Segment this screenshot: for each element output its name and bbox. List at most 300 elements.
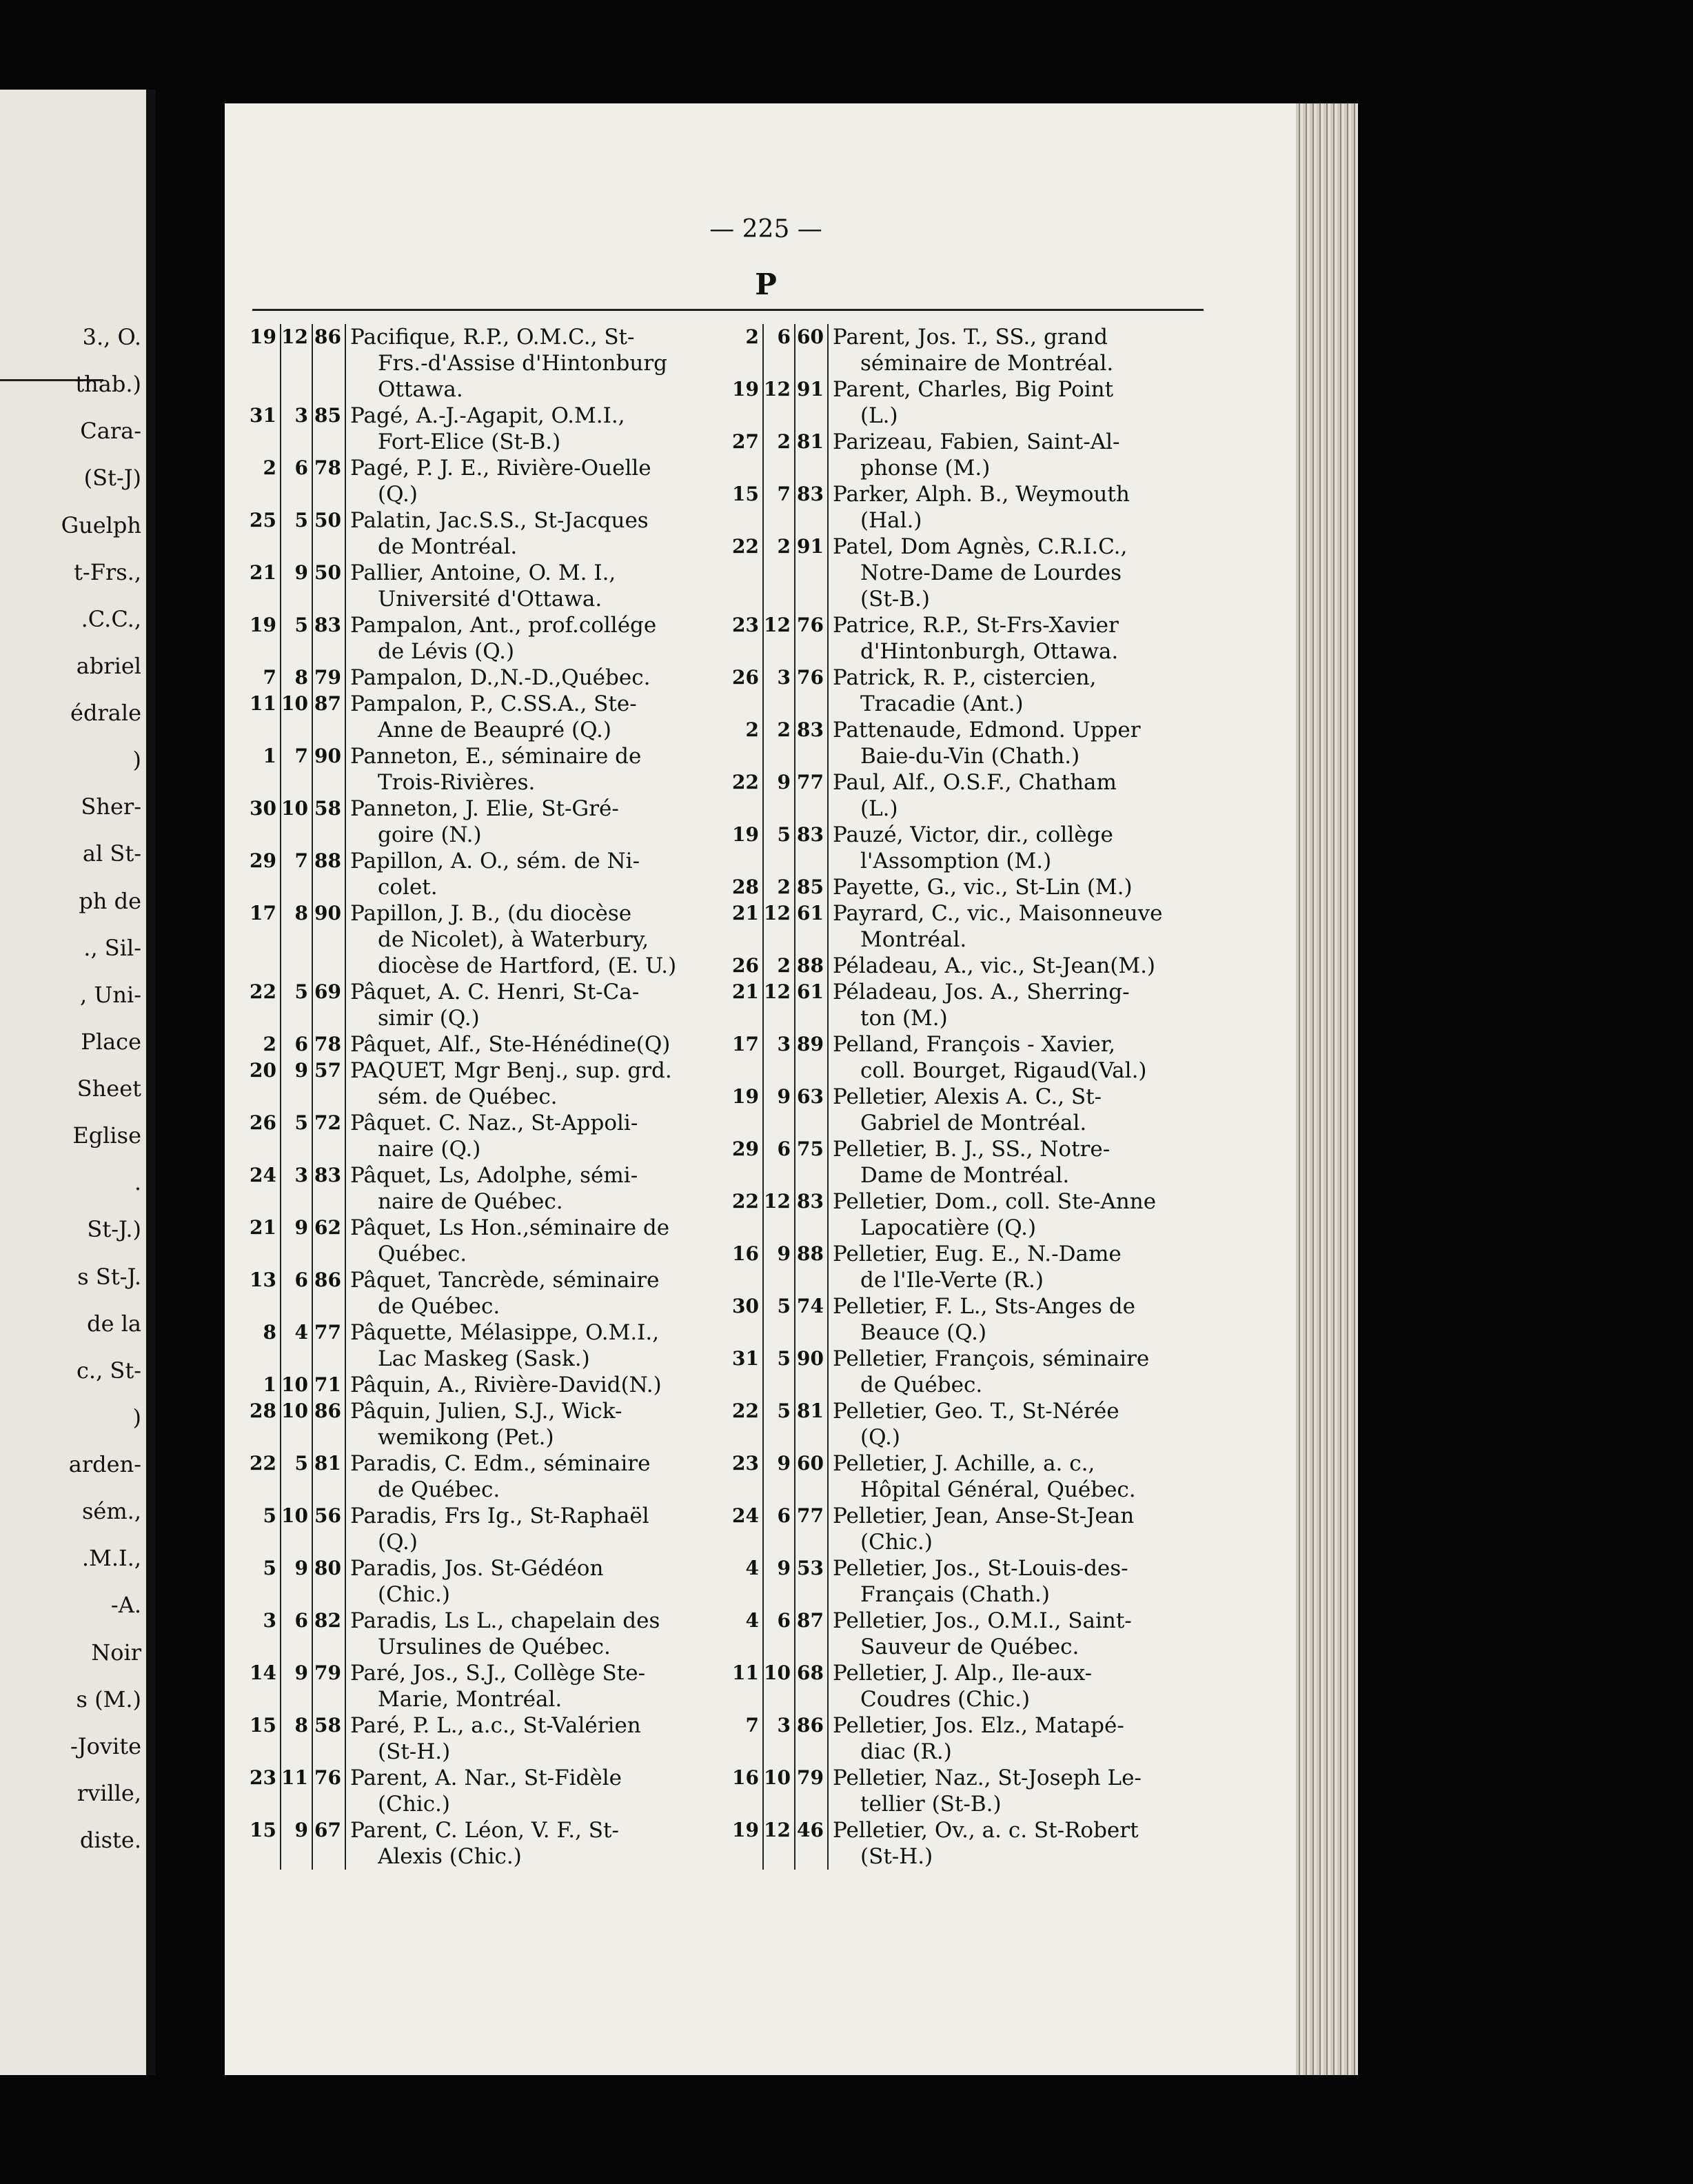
directory-entry xyxy=(245,1372,728,1398)
entry-number-year: 80 xyxy=(313,1555,346,1608)
previous-page-line: Cara- xyxy=(80,418,141,445)
entry-text xyxy=(829,1450,1210,1503)
directory-entry xyxy=(245,1058,728,1110)
entry-name-line: Pelletier, Jos., O.M.I., Saint- xyxy=(833,1608,1132,1633)
entry-continuation-line: Sauveur de Québec. xyxy=(860,1635,1079,1659)
entry-text xyxy=(346,1660,728,1712)
directory-entry xyxy=(728,900,1210,953)
entry-number-month: 10 xyxy=(281,1503,313,1555)
directory-entry xyxy=(728,612,1210,665)
entry-name-line: Paradis, Ls L., chapelain des xyxy=(350,1608,660,1633)
entry-number-month: 10 xyxy=(764,1660,795,1712)
entry-number-day: 7 xyxy=(728,1712,764,1765)
entry-number-year: 88 xyxy=(795,953,829,979)
entry-number-month: 5 xyxy=(281,979,313,1031)
entry-number-year: 83 xyxy=(313,1162,346,1215)
header-rule xyxy=(252,309,1204,311)
entry-continuation-line: de Lévis (Q.) xyxy=(378,639,515,664)
entry-number-year: 88 xyxy=(313,848,346,900)
entry-text xyxy=(829,1346,1210,1398)
entry-number-day: 11 xyxy=(245,691,281,743)
directory-entry xyxy=(245,612,728,665)
entry-number-month: 5 xyxy=(764,822,795,874)
entry-name-line: Parizeau, Fabien, Saint-Al- xyxy=(833,429,1120,454)
entry-continuation-line: phonse (M.) xyxy=(860,456,991,481)
entry-name-line: Pelletier, Naz., St-Joseph Le- xyxy=(833,1766,1142,1790)
entry-name-line: Pampalon, Ant., prof.collége xyxy=(350,613,657,638)
entry-continuation-line: de Québec. xyxy=(378,1294,500,1319)
entry-continuation-line: Québec. xyxy=(378,1242,467,1266)
entry-number-month: 9 xyxy=(764,1450,795,1503)
entry-continuation-line: tellier (St-B.) xyxy=(860,1792,1002,1817)
entry-number-year: 81 xyxy=(795,429,829,481)
previous-page-line: s St-J. xyxy=(77,1263,141,1290)
entry-number-year: 85 xyxy=(313,403,346,455)
previous-page-line: c., St- xyxy=(76,1357,141,1384)
entry-name-line: Pelletier, Jean, Anse-St-Jean xyxy=(833,1504,1135,1528)
entry-number-day: 17 xyxy=(728,1031,764,1084)
entry-number-day: 26 xyxy=(728,953,764,979)
entry-number-month: 2 xyxy=(764,953,795,979)
entry-number-year: 63 xyxy=(795,1084,829,1136)
entry-name-line: Pâquin, A., Rivière-David(N.) xyxy=(350,1373,662,1397)
directory-entry xyxy=(245,665,728,691)
entry-number-day: 1 xyxy=(245,1372,281,1398)
entry-number-month: 9 xyxy=(764,1241,795,1293)
previous-page-line: ) xyxy=(132,747,141,774)
entry-number-day: 23 xyxy=(728,612,764,665)
entry-number-month: 9 xyxy=(281,1058,313,1110)
entry-number-year: 77 xyxy=(313,1320,346,1372)
entry-text xyxy=(346,1372,728,1398)
entry-number-month: 8 xyxy=(281,1712,313,1765)
entry-number-month: 9 xyxy=(281,1660,313,1712)
entry-text xyxy=(346,507,728,560)
entry-number-day: 5 xyxy=(245,1503,281,1555)
entry-continuation-line: Ottawa. xyxy=(378,377,463,402)
directory-entry xyxy=(728,1346,1210,1398)
entry-number-day: 25 xyxy=(245,507,281,560)
directory-entry xyxy=(245,560,728,612)
entry-number-year: 56 xyxy=(313,1503,346,1555)
entry-number-day: 19 xyxy=(728,376,764,429)
entry-name-line: Parent, A. Nar., St-Fidèle xyxy=(350,1766,622,1790)
entry-number-month: 2 xyxy=(764,534,795,612)
entry-text xyxy=(346,691,728,743)
previous-page-line: (St-J) xyxy=(83,465,141,492)
entry-number-month: 9 xyxy=(281,1215,313,1267)
entry-continuation-line: de l'Ile-Verte (R.) xyxy=(860,1268,1044,1293)
entry-number-year: 79 xyxy=(795,1765,829,1817)
entry-number-month: 5 xyxy=(764,1293,795,1346)
entry-text xyxy=(346,1712,728,1765)
entry-number-month: 7 xyxy=(281,743,313,796)
entry-number-day: 19 xyxy=(728,1817,764,1870)
entry-number-month: 9 xyxy=(281,1817,313,1870)
entry-number-day: 22 xyxy=(728,769,764,822)
entry-name-line: Pelletier, Geo. T., St-Nérée xyxy=(833,1399,1119,1424)
entry-text xyxy=(829,1293,1210,1346)
entry-number-year: 53 xyxy=(795,1555,829,1608)
entry-name-line: Pelletier, Alexis A. C., St- xyxy=(833,1084,1102,1109)
entry-number-month: 5 xyxy=(281,507,313,560)
entry-text xyxy=(346,1503,728,1555)
directory-entry xyxy=(728,769,1210,822)
entry-continuation-line: Alexis (Chic.) xyxy=(378,1844,522,1869)
entry-number-month: 9 xyxy=(764,1555,795,1608)
entry-number-month: 7 xyxy=(764,481,795,534)
previous-page-line: diste. xyxy=(79,1827,141,1853)
entry-continuation-line: (Q.) xyxy=(860,1425,900,1450)
directory-entry xyxy=(728,717,1210,769)
directory-entry xyxy=(728,376,1210,429)
previous-page-line: al St- xyxy=(82,840,141,867)
entry-continuation-line: goire (N.) xyxy=(378,822,482,847)
entry-number-month: 2 xyxy=(764,717,795,769)
entry-number-year: 89 xyxy=(795,1031,829,1084)
entry-text xyxy=(829,717,1210,769)
entry-continuation-line: Ursulines de Québec. xyxy=(378,1635,611,1659)
entry-name-line: Pampalon, D.,N.-D.,Québec. xyxy=(350,665,651,690)
entry-text xyxy=(346,403,728,455)
entry-continuation-line: Tracadie (Ant.) xyxy=(860,691,1024,716)
entry-text xyxy=(829,665,1210,717)
entry-name-line: Panneton, E., séminaire de xyxy=(350,744,642,769)
entry-number-day: 15 xyxy=(245,1817,281,1870)
directory-entry xyxy=(728,822,1210,874)
entry-number-year: 74 xyxy=(795,1293,829,1346)
directory-entry xyxy=(728,1503,1210,1555)
previous-page-line: . xyxy=(134,1169,141,1196)
entry-number-month: 6 xyxy=(281,1608,313,1660)
entry-text xyxy=(346,1320,728,1372)
entry-name-line: Pelletier, Jos. Elz., Matapé- xyxy=(833,1713,1124,1738)
entry-number-year: 83 xyxy=(795,822,829,874)
entry-name-line: Pâquet, Ls Hon.,séminaire de xyxy=(350,1215,670,1240)
entry-name-line: Payrard, C., vic., Maisonneuve xyxy=(833,901,1163,926)
directory-entry xyxy=(245,691,728,743)
entry-number-month: 12 xyxy=(764,979,795,1031)
entry-continuation-line: simir (Q.) xyxy=(378,1006,480,1031)
directory-entry xyxy=(245,324,728,403)
previous-page-line: .C.C., xyxy=(81,605,141,632)
entry-text xyxy=(829,1241,1210,1293)
entry-text xyxy=(346,1058,728,1110)
entry-text xyxy=(829,1660,1210,1712)
entry-number-month: 12 xyxy=(764,612,795,665)
directory-entry xyxy=(245,507,728,560)
previous-page-line: Sheet xyxy=(77,1075,141,1102)
directory-entry xyxy=(728,1189,1210,1241)
entry-name-line: Pagé, P. J. E., Rivière-Ouelle xyxy=(350,456,651,481)
entry-number-day: 29 xyxy=(245,848,281,900)
entry-continuation-line: Beauce (Q.) xyxy=(860,1320,987,1345)
entry-text xyxy=(346,560,728,612)
previous-page-line: abriel xyxy=(76,652,141,679)
directory-entry xyxy=(728,1450,1210,1503)
entry-number-day: 23 xyxy=(728,1450,764,1503)
entry-number-day: 16 xyxy=(728,1241,764,1293)
entry-number-year: 86 xyxy=(313,1267,346,1320)
directory-entry xyxy=(728,1398,1210,1450)
directory-page xyxy=(225,103,1307,2075)
entry-number-month: 10 xyxy=(281,691,313,743)
entry-continuation-line: (Q.) xyxy=(378,1530,418,1555)
directory-entry xyxy=(728,1241,1210,1293)
directory-entry xyxy=(728,324,1210,376)
previous-page-line: St-J.) xyxy=(87,1216,141,1243)
entry-text xyxy=(346,1162,728,1215)
directory-entry xyxy=(245,1712,728,1765)
entry-continuation-line: (L.) xyxy=(860,796,898,821)
entry-number-month: 6 xyxy=(281,1267,313,1320)
entry-number-year: 83 xyxy=(795,1189,829,1241)
directory-entry xyxy=(245,1817,728,1870)
entry-text xyxy=(829,1817,1210,1870)
entry-name-line: Papillon, A. O., sém. de Ni- xyxy=(350,849,640,873)
directory-entry xyxy=(245,1162,728,1215)
entry-name-line: Pâquet. C. Naz., St-Appoli- xyxy=(350,1111,638,1135)
entry-number-day: 4 xyxy=(728,1608,764,1660)
entry-number-day: 20 xyxy=(245,1058,281,1110)
entry-text xyxy=(346,1765,728,1817)
entry-continuation-line: ton (M.) xyxy=(860,1006,948,1031)
entry-text xyxy=(829,874,1210,900)
entry-number-year: 77 xyxy=(795,769,829,822)
entry-number-month: 12 xyxy=(764,1817,795,1870)
entry-number-year: 76 xyxy=(313,1765,346,1817)
entry-text xyxy=(346,665,728,691)
directory-entry xyxy=(245,1503,728,1555)
directory-entry xyxy=(728,979,1210,1031)
entry-continuation-line: (St-H.) xyxy=(860,1844,933,1869)
entry-text xyxy=(829,1765,1210,1817)
entry-text xyxy=(829,612,1210,665)
entry-number-year: 82 xyxy=(313,1608,346,1660)
entry-name-line: Pelletier, J. Alp., Ile-aux- xyxy=(833,1661,1093,1686)
entry-number-year: 86 xyxy=(313,324,346,403)
entry-number-day: 1 xyxy=(245,743,281,796)
entry-number-day: 19 xyxy=(245,612,281,665)
entry-name-line: Pelletier, Jos., St-Louis-des- xyxy=(833,1556,1128,1581)
entry-name-line: Pelletier, F. L., Sts-Anges de xyxy=(833,1294,1135,1319)
entry-continuation-line: Coudres (Chic.) xyxy=(860,1687,1031,1712)
entry-name-line: Pelletier, Ov., a. c. St-Robert xyxy=(833,1818,1139,1843)
entry-number-month: 12 xyxy=(764,1189,795,1241)
right-column xyxy=(728,324,1210,1870)
entry-text xyxy=(346,1267,728,1320)
directory-entry xyxy=(245,1608,728,1660)
previous-page-line: ., Sil- xyxy=(83,934,141,961)
directory-entry xyxy=(728,429,1210,481)
entry-number-day: 26 xyxy=(245,1110,281,1162)
previous-page-line: rville, xyxy=(77,1779,141,1806)
entry-number-month: 12 xyxy=(764,376,795,429)
entry-name-line: Pâquet, A. C. Henri, St-Ca- xyxy=(350,980,640,1004)
entry-name-line: Pauzé, Victor, dir., collège xyxy=(833,822,1113,847)
entry-name-line: Patrice, R.P., St-Frs-Xavier xyxy=(833,613,1119,638)
entry-number-year: 91 xyxy=(795,376,829,429)
entry-name-line: Pâquette, Mélasippe, O.M.I., xyxy=(350,1320,660,1345)
entry-continuation-line: Trois-Rivières. xyxy=(378,770,536,795)
directory-entry xyxy=(728,1293,1210,1346)
entry-number-month: 6 xyxy=(281,455,313,507)
entry-name-line: Paré, Jos., S.J., Collège Ste- xyxy=(350,1661,646,1686)
entry-text xyxy=(346,455,728,507)
entry-continuation-line: naire (Q.) xyxy=(378,1137,481,1162)
directory-entry xyxy=(245,900,728,979)
entry-number-year: 76 xyxy=(795,665,829,717)
entry-continuation-line: Français (Chath.) xyxy=(860,1582,1050,1607)
entry-text xyxy=(829,822,1210,874)
entry-number-year: 87 xyxy=(795,1608,829,1660)
entry-text xyxy=(829,1712,1210,1765)
entry-number-day: 21 xyxy=(245,1215,281,1267)
entry-number-year: 90 xyxy=(795,1346,829,1398)
entry-number-month: 10 xyxy=(281,1372,313,1398)
book-gutter xyxy=(146,90,156,2075)
entry-number-day: 21 xyxy=(728,900,764,953)
entry-name-line: Patrick, R. P., cistercien, xyxy=(833,665,1097,690)
entry-number-day: 19 xyxy=(728,1084,764,1136)
entry-name-line: Pattenaude, Edmond. Upper xyxy=(833,718,1141,742)
directory-entry xyxy=(728,1817,1210,1870)
entry-number-month: 5 xyxy=(764,1398,795,1450)
entry-number-month: 8 xyxy=(281,900,313,979)
entry-number-day: 8 xyxy=(245,1320,281,1372)
directory-entry xyxy=(245,1398,728,1450)
entry-continuation-line: de Montréal. xyxy=(378,534,518,559)
entry-number-day: 2 xyxy=(728,717,764,769)
entry-number-month: 5 xyxy=(281,1110,313,1162)
directory-entry xyxy=(245,1765,728,1817)
entry-continuation-line: diocèse de Hartford, (E. U.) xyxy=(378,953,677,978)
entry-number-day: 17 xyxy=(245,900,281,979)
entry-number-day: 5 xyxy=(245,1555,281,1608)
entry-number-month: 9 xyxy=(764,769,795,822)
entry-name-line: Patel, Dom Agnès, C.R.I.C., xyxy=(833,534,1128,559)
entry-text xyxy=(346,979,728,1031)
directory-entry xyxy=(728,481,1210,534)
entry-continuation-line: Notre-Dame de Lourdes xyxy=(860,560,1122,585)
entry-number-day: 29 xyxy=(728,1136,764,1189)
previous-page-line: de la xyxy=(87,1310,141,1337)
entry-name-line: Pallier, Antoine, O. M. I., xyxy=(350,560,616,585)
entry-continuation-line: de Québec. xyxy=(860,1373,983,1397)
entry-number-year: 77 xyxy=(795,1503,829,1555)
entry-number-month: 6 xyxy=(764,1136,795,1189)
directory-entry xyxy=(728,1608,1210,1660)
entry-number-day: 2 xyxy=(728,324,764,376)
entry-continuation-line: wemikong (Pet.) xyxy=(378,1425,554,1450)
entry-name-line: Pâquet, Alf., Ste-Hénédine(Q) xyxy=(350,1032,671,1057)
entry-number-year: 57 xyxy=(313,1058,346,1110)
directory-entry xyxy=(728,953,1210,979)
section-letter: P xyxy=(755,267,777,301)
entry-text xyxy=(346,900,728,979)
entry-number-year: 83 xyxy=(795,717,829,769)
entry-text xyxy=(346,1555,728,1608)
entry-number-day: 22 xyxy=(245,979,281,1031)
entry-number-month: 10 xyxy=(764,1765,795,1817)
entry-number-day: 31 xyxy=(245,403,281,455)
entry-number-day: 16 xyxy=(728,1765,764,1817)
entry-text xyxy=(829,376,1210,429)
entry-name-line: Paradis, Frs Ig., St-Raphaël xyxy=(350,1504,649,1528)
previous-page-line: t-Frs., xyxy=(74,558,141,585)
entry-name-line: Pelletier, B. J., SS., Notre- xyxy=(833,1137,1111,1162)
entry-number-year: 71 xyxy=(313,1372,346,1398)
directory-entry xyxy=(245,796,728,848)
entry-name-line: Paul, Alf., O.S.F., Chatham xyxy=(833,770,1117,795)
previous-page-line: Guelph xyxy=(61,512,141,538)
entry-number-year: 81 xyxy=(313,1450,346,1503)
entry-number-day: 26 xyxy=(728,665,764,717)
entry-number-month: 8 xyxy=(281,665,313,691)
entry-number-year: 60 xyxy=(795,324,829,376)
entry-name-line: Paradis, Jos. St-Gédéon xyxy=(350,1556,604,1581)
entry-number-year: 50 xyxy=(313,507,346,560)
entry-number-day: 19 xyxy=(728,822,764,874)
entry-continuation-line: de Nicolet), à Waterbury, xyxy=(378,927,649,952)
entry-number-month: 3 xyxy=(764,1712,795,1765)
directory-entry xyxy=(728,1084,1210,1136)
entry-number-year: 88 xyxy=(795,1241,829,1293)
entry-name-line: Pâquet, Ls, Adolphe, sémi- xyxy=(350,1163,638,1188)
entry-number-year: 86 xyxy=(313,1398,346,1450)
entry-name-line: Pâquet, Tancrède, séminaire xyxy=(350,1268,660,1293)
entry-name-line: Parent, Jos. T., SS., grand xyxy=(833,325,1108,350)
entry-number-year: 75 xyxy=(795,1136,829,1189)
entry-text xyxy=(346,1817,728,1870)
entry-continuation-line: Université d'Ottawa. xyxy=(378,587,602,611)
directory-entry xyxy=(728,1712,1210,1765)
entry-name-line: Parker, Alph. B., Weymouth xyxy=(833,482,1130,507)
entry-name-line: Pelletier, François, séminaire xyxy=(833,1346,1150,1371)
previous-page-line: 3., O. xyxy=(82,324,141,350)
entry-text xyxy=(346,1608,728,1660)
entry-number-month: 9 xyxy=(764,1084,795,1136)
entry-number-day: 24 xyxy=(245,1162,281,1215)
entry-number-year: 83 xyxy=(313,612,346,665)
entry-number-day: 11 xyxy=(728,1660,764,1712)
previous-page-line: arden- xyxy=(68,1451,141,1477)
directory-entry xyxy=(728,1765,1210,1817)
entry-number-year: 61 xyxy=(795,979,829,1031)
entry-name-line: Pelland, François - Xavier, xyxy=(833,1032,1116,1057)
entry-number-year: 68 xyxy=(795,1660,829,1712)
entry-number-month: 5 xyxy=(281,1450,313,1503)
entry-continuation-line: l'Assomption (M.) xyxy=(860,849,1052,873)
entry-number-year: 72 xyxy=(313,1110,346,1162)
entry-number-day: 4 xyxy=(728,1555,764,1608)
entry-continuation-line: (Hal.) xyxy=(860,508,922,533)
previous-page-line: s (M.) xyxy=(76,1686,141,1712)
directory-entry xyxy=(245,979,728,1031)
entry-number-year: 83 xyxy=(795,481,829,534)
entry-number-day: 21 xyxy=(728,979,764,1031)
entry-number-year: 85 xyxy=(795,874,829,900)
directory-entry xyxy=(728,665,1210,717)
entry-continuation-line: Baie-du-Vin (Chath.) xyxy=(860,744,1080,769)
entry-text xyxy=(346,612,728,665)
entry-text xyxy=(346,1031,728,1058)
entry-text xyxy=(829,953,1210,979)
entry-continuation-line: Lac Maskeg (Sask.) xyxy=(378,1346,590,1371)
entry-continuation-line: Dame de Montréal. xyxy=(860,1163,1070,1188)
directory-entry xyxy=(245,1267,728,1320)
previous-page-line: édrale xyxy=(70,700,141,726)
